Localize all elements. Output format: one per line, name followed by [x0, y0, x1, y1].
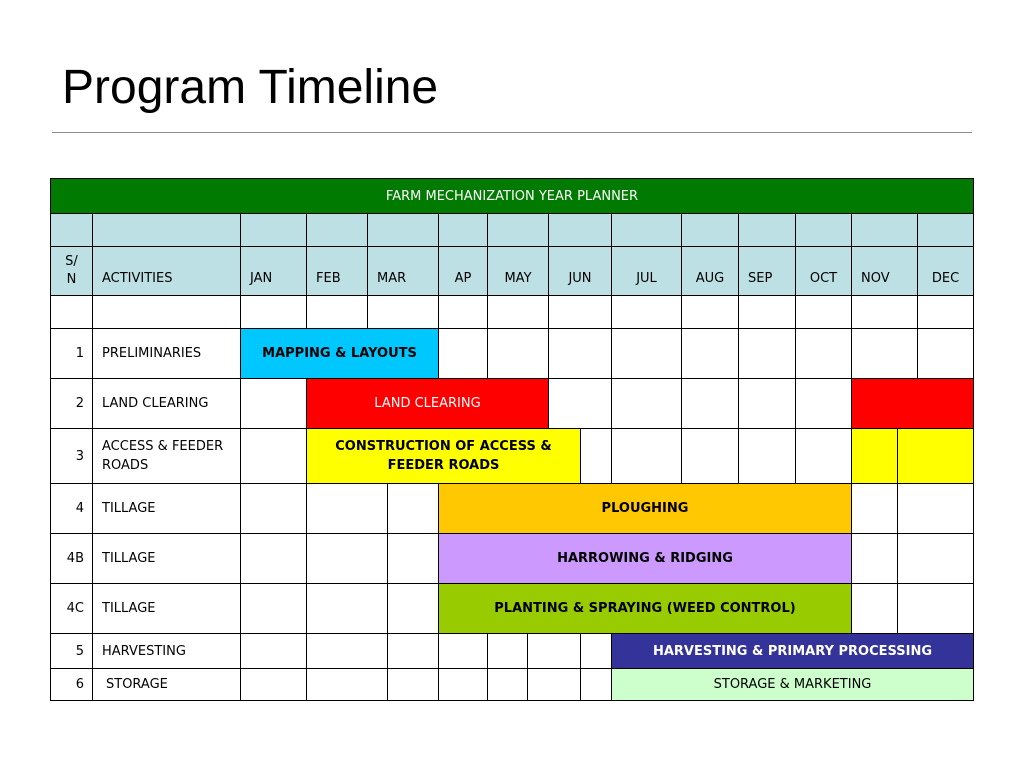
column-header-month: AP: [438, 246, 488, 296]
blank-cell: [240, 378, 307, 429]
column-header-month: JUN: [548, 246, 612, 296]
row-sn: 6: [50, 668, 93, 701]
blank-cell: [611, 428, 682, 484]
blank-cell: [487, 668, 528, 701]
header-blank-cell: [438, 213, 488, 247]
blank-cell: [240, 533, 307, 584]
header-blank-cell: [240, 213, 307, 247]
blank-cell: [438, 668, 488, 701]
header-blank-cell: [548, 213, 612, 247]
row-activity: ACCESS & FEEDER ROADS: [92, 428, 241, 484]
timeline-bar: MAPPING & LAYOUTS: [240, 328, 439, 379]
blank-cell: [438, 633, 488, 669]
blank-cell: [487, 633, 528, 669]
column-header-month: NOV: [851, 246, 918, 296]
blank-cell: [795, 378, 852, 429]
blank-cell: [438, 295, 488, 329]
blank-cell: [240, 428, 307, 484]
blank-cell: [527, 633, 581, 669]
blank-cell: [738, 378, 796, 429]
row-sn: 5: [50, 633, 93, 669]
blank-cell: [92, 295, 241, 329]
blank-cell: [387, 633, 439, 669]
header-blank-cell: [611, 213, 682, 247]
blank-cell: [611, 378, 682, 429]
title-divider: [52, 132, 972, 133]
row-activity: PRELIMINARIES: [92, 328, 241, 379]
blank-cell: [681, 378, 739, 429]
row-sn: 4: [50, 483, 93, 534]
blank-cell: [897, 533, 974, 584]
blank-cell: [580, 633, 612, 669]
timeline-bar-extension: [851, 378, 974, 429]
blank-cell: [387, 483, 439, 534]
timeline-bar: CONSTRUCTION OF ACCESS & FEEDER ROADS: [306, 428, 581, 484]
blank-cell: [50, 295, 93, 329]
row-activity: STORAGE: [92, 668, 241, 701]
header-blank-cell: [306, 213, 368, 247]
column-header-sn: S/ N: [50, 246, 93, 296]
column-header-month: AUG: [681, 246, 739, 296]
column-header-month: SEP: [738, 246, 796, 296]
column-header-month: JUL: [611, 246, 682, 296]
blank-cell: [917, 328, 974, 379]
timeline-bar: PLANTING & SPRAYING (WEED CONTROL): [438, 583, 852, 634]
blank-cell: [681, 428, 739, 484]
blank-cell: [897, 483, 974, 534]
row-activity: LAND CLEARING: [92, 378, 241, 429]
column-header-month: DEC: [917, 246, 974, 296]
row-activity: HARVESTING: [92, 633, 241, 669]
blank-cell: [387, 533, 439, 584]
blank-cell: [438, 328, 488, 379]
blank-cell: [548, 378, 612, 429]
blank-cell: [738, 328, 796, 379]
blank-cell: [897, 583, 974, 634]
blank-cell: [611, 295, 682, 329]
timeline-bar-extension: [851, 428, 898, 484]
blank-cell: [795, 328, 852, 379]
header-blank-cell: [487, 213, 549, 247]
blank-cell: [240, 483, 307, 534]
blank-cell: [306, 668, 388, 701]
column-header-month: MAR: [367, 246, 439, 296]
blank-cell: [487, 328, 549, 379]
timeline-bar: HARVESTING & PRIMARY PROCESSING: [611, 633, 974, 669]
header-blank-cell: [367, 213, 439, 247]
blank-cell: [306, 533, 388, 584]
row-sn: 2: [50, 378, 93, 429]
page-title: Program Timeline: [62, 61, 439, 114]
column-header-month: JAN: [240, 246, 307, 296]
timeline-bar: LAND CLEARING: [306, 378, 549, 429]
blank-cell: [306, 633, 388, 669]
blank-cell: [548, 295, 612, 329]
timeline-bar: STORAGE & MARKETING: [611, 668, 974, 701]
timeline-bar: PLOUGHING: [438, 483, 852, 534]
blank-cell: [738, 428, 796, 484]
row-sn: 4B: [50, 533, 93, 584]
row-sn: 4C: [50, 583, 93, 634]
blank-cell: [240, 295, 307, 329]
blank-cell: [795, 428, 852, 484]
planner-header: FARM MECHANIZATION YEAR PLANNER: [50, 178, 974, 214]
blank-cell: [851, 483, 898, 534]
blank-cell: [387, 668, 439, 701]
blank-cell: [738, 295, 796, 329]
blank-cell: [851, 583, 898, 634]
header-blank-cell: [738, 213, 796, 247]
blank-cell: [851, 295, 918, 329]
blank-cell: [240, 668, 307, 701]
row-activity: TILLAGE: [92, 583, 241, 634]
blank-cell: [367, 295, 439, 329]
blank-cell: [387, 583, 439, 634]
blank-cell: [580, 428, 612, 484]
timeline-bar-extension: [897, 428, 974, 484]
blank-cell: [851, 533, 898, 584]
column-header-month: MAY: [487, 246, 549, 296]
row-sn: 3: [50, 428, 93, 484]
column-header-activities: ACTIVITIES: [92, 246, 241, 296]
blank-cell: [240, 583, 307, 634]
blank-cell: [240, 633, 307, 669]
column-header-month: OCT: [795, 246, 852, 296]
blank-cell: [548, 328, 612, 379]
timeline-bar: HARROWING & RIDGING: [438, 533, 852, 584]
header-blank-cell: [851, 213, 918, 247]
row-activity: TILLAGE: [92, 483, 241, 534]
column-header-month: FEB: [306, 246, 368, 296]
blank-cell: [487, 295, 549, 329]
blank-cell: [611, 328, 682, 379]
blank-cell: [681, 295, 739, 329]
header-blank-cell: [681, 213, 739, 247]
blank-cell: [306, 483, 388, 534]
header-blank-cell: [50, 213, 93, 247]
row-sn: 1: [50, 328, 93, 379]
blank-cell: [795, 295, 852, 329]
blank-cell: [306, 583, 388, 634]
year-planner-table: [50, 178, 973, 700]
blank-cell: [681, 328, 739, 379]
blank-cell: [580, 668, 612, 701]
blank-cell: [306, 295, 368, 329]
header-blank-cell: [92, 213, 241, 247]
blank-cell: [917, 295, 974, 329]
header-blank-cell: [917, 213, 974, 247]
row-activity: TILLAGE: [92, 533, 241, 584]
blank-cell: [851, 328, 918, 379]
header-blank-cell: [795, 213, 852, 247]
blank-cell: [527, 668, 581, 701]
